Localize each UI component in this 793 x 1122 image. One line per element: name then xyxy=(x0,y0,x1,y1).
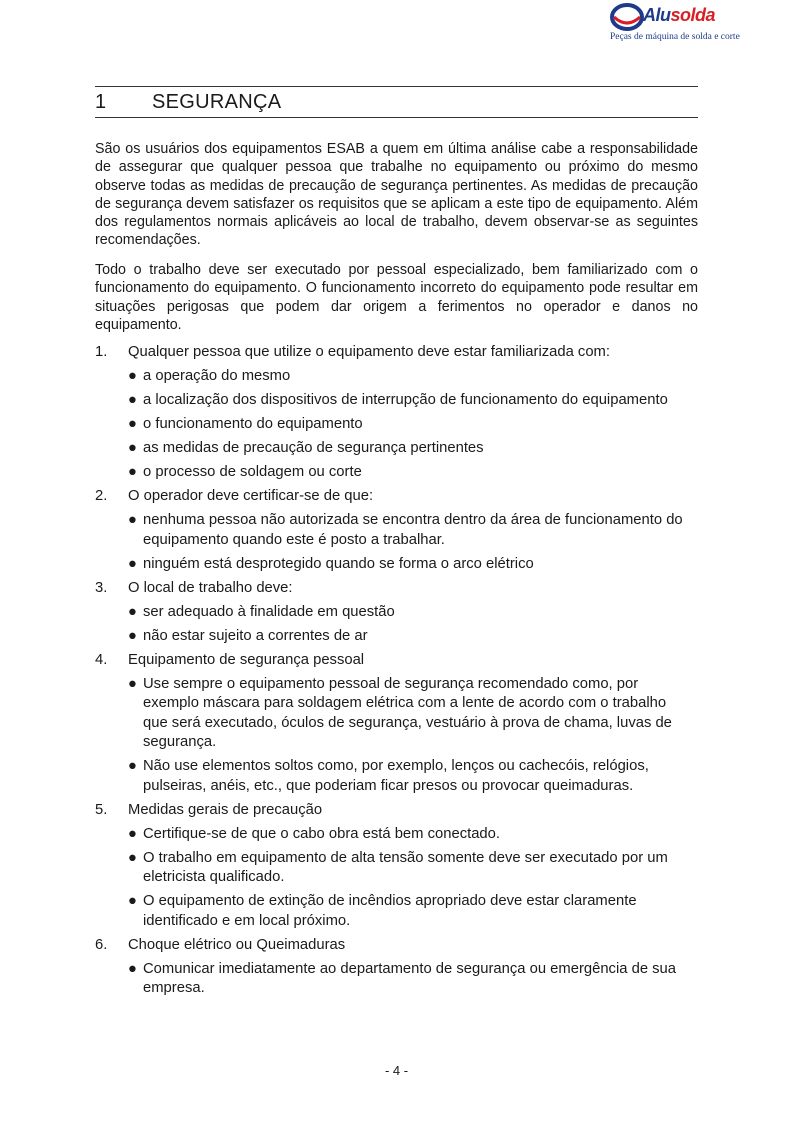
bullet-dot-icon: ● xyxy=(128,512,137,528)
bullet-text: O trabalho em equipamento de alta tensão somente deve ser executado por um eletricista qualificado. xyxy=(143,849,668,885)
bullet-item xyxy=(95,757,698,796)
list-item-number: 1. xyxy=(95,344,108,360)
list-item-number: 6. xyxy=(95,936,108,953)
bullet-item xyxy=(95,849,698,888)
bullet-dot-icon: ● xyxy=(128,603,137,620)
section-title: SEGURANÇA xyxy=(152,91,282,113)
logo-word-accent: solda xyxy=(670,5,716,25)
list-item-title: O local de trabalho deve: xyxy=(128,579,293,596)
bullet-text: Não use elementos soltos como, por exemplo, lenços ou cachecóis, relógios, pulseiras, anéis, etc., que poderiam ficar presos ou provocar queimaduras. xyxy=(143,758,649,794)
bullet-text: nenhuma pessoa não autorizada se encontra dentro da área de funcionamento do equipamento quando este é posto a trabalhar. xyxy=(143,512,683,548)
bullet-text: o funcionamento do equipamento xyxy=(143,416,363,432)
list-item-title: Medidas gerais de precaução xyxy=(128,801,323,818)
list-item-number: 3. xyxy=(95,579,108,596)
list-item xyxy=(95,651,698,797)
bullet-dot-icon: ● xyxy=(128,627,137,644)
list-item xyxy=(95,579,698,647)
bullet-dot-icon: ● xyxy=(128,440,137,456)
bullet-dot-icon: ● xyxy=(128,464,137,480)
page-number: - 4 - xyxy=(384,1063,409,1078)
bullet-text: Use sempre o equipamento pessoal de segurança recomendado como, por exemplo máscara para soldagem elétrica com a lente de acordo com o trabalho que será executado, óculos de segurança, vestuário à prova de chama, luvas de segurança. xyxy=(143,675,672,750)
bullet-item xyxy=(95,511,698,550)
bullet-text: não estar sujeito a correntes de ar xyxy=(143,627,368,644)
bullet-dot-icon: ● xyxy=(128,849,137,866)
bullet-text: a localização dos dispositivos de interrupção de funcionamento do equipamento xyxy=(143,392,668,408)
heading-top-rule xyxy=(95,86,698,87)
bullet-dot-icon: ● xyxy=(128,675,137,692)
bullet-text: ser adequado à finalidade em questão xyxy=(143,603,395,620)
bullet-text: ninguém está desprotegido quando se forma o arco elétrico xyxy=(143,555,534,572)
alusolda-logo-mark-icon xyxy=(610,3,644,31)
list-item-number: 4. xyxy=(95,651,108,668)
section-number: 1 xyxy=(95,91,107,113)
bullet-dot-icon: ● xyxy=(128,392,137,408)
bullet-text: Comunicar imediatamente ao departamento de segurança ou emergência de sua empresa. xyxy=(143,960,677,996)
bullet-item xyxy=(95,825,698,845)
bullet-item xyxy=(95,603,698,623)
bullet-item xyxy=(95,367,698,387)
bullet-text: a operação do mesmo xyxy=(143,368,291,384)
bullet-item xyxy=(95,439,698,459)
bullet-item xyxy=(95,555,698,575)
list-item xyxy=(95,801,698,932)
bullet-dot-icon: ● xyxy=(128,368,137,384)
bullet-item xyxy=(95,892,698,931)
bullet-text: o processo de soldagem ou corte xyxy=(143,464,362,480)
bullet-item xyxy=(95,627,698,647)
list-item xyxy=(95,936,698,999)
list-item-number: 2. xyxy=(95,488,108,504)
safety-recommendations-list xyxy=(95,343,698,999)
bullet-dot-icon: ● xyxy=(128,416,137,432)
bullet-item xyxy=(95,675,698,753)
bullet-item xyxy=(95,463,698,483)
intro-paragraph: São os usuários dos equipamentos ESAB a quem em última análise cabe a responsabilidade de assegurar que qualquer pessoa que trabalhe no equipamento ou próximo do mesmo observe todas as medidas de precaução de segurança pertinentes. As medidas de precaução de segurança devem satisfazer os requisitos que se aplicam a este tipo de equipamento. Além dos regulamentos normais aplicáveis ao local de trabalho, devem observar-se as seguintes recomendações. xyxy=(95,141,698,249)
bullet-text: as medidas de precaução de segurança pertinentes xyxy=(143,440,484,456)
logo-word-main: Alu xyxy=(643,5,671,25)
bullet-dot-icon: ● xyxy=(128,555,137,572)
bullet-text: Certifique-se de que o cabo obra está bem conectado. xyxy=(143,825,500,842)
logo-tagline: Peças de máquina de solda e corte xyxy=(610,32,740,42)
bullet-dot-icon: ● xyxy=(128,960,137,977)
list-item-heading xyxy=(95,487,698,507)
alusolda-logo xyxy=(606,2,740,48)
list-item-title: O operador deve certificar-se de que: xyxy=(128,488,374,504)
list-item xyxy=(95,343,698,483)
qualification-paragraph: Todo o trabalho deve ser executado por pessoal especializado, bem familiarizado com o funcionamento do equipamento. O funcionamento incorreto do equipamento pode resultar em situações perigosas que podem dar origem a ferimentos no operador e danos no equipamento. xyxy=(95,262,698,333)
list-item-heading xyxy=(95,579,698,599)
bullet-item xyxy=(95,960,698,999)
heading-bottom-rule xyxy=(95,117,698,118)
list-item-heading xyxy=(95,651,698,671)
logo-wordmark xyxy=(643,5,715,26)
list-item-heading xyxy=(95,343,698,363)
bullet-item xyxy=(95,391,698,411)
list-item-heading xyxy=(95,801,698,821)
list-item-title: Equipamento de segurança pessoal xyxy=(128,651,365,668)
list-item-heading xyxy=(95,936,698,956)
list-item-title: Qualquer pessoa que utilize o equipamento deve estar familiarizada com: xyxy=(128,344,610,360)
list-item-title: Choque elétrico ou Queimaduras xyxy=(128,936,346,953)
bullet-dot-icon: ● xyxy=(128,893,137,909)
list-item-number: 5. xyxy=(95,801,108,818)
bullet-item xyxy=(95,415,698,435)
bullet-dot-icon: ● xyxy=(128,825,137,842)
bullet-text: O equipamento de extinção de incêndios apropriado deve estar claramente identificado e em local próximo. xyxy=(143,893,637,929)
list-item xyxy=(95,487,698,574)
bullet-dot-icon: ● xyxy=(128,758,137,774)
